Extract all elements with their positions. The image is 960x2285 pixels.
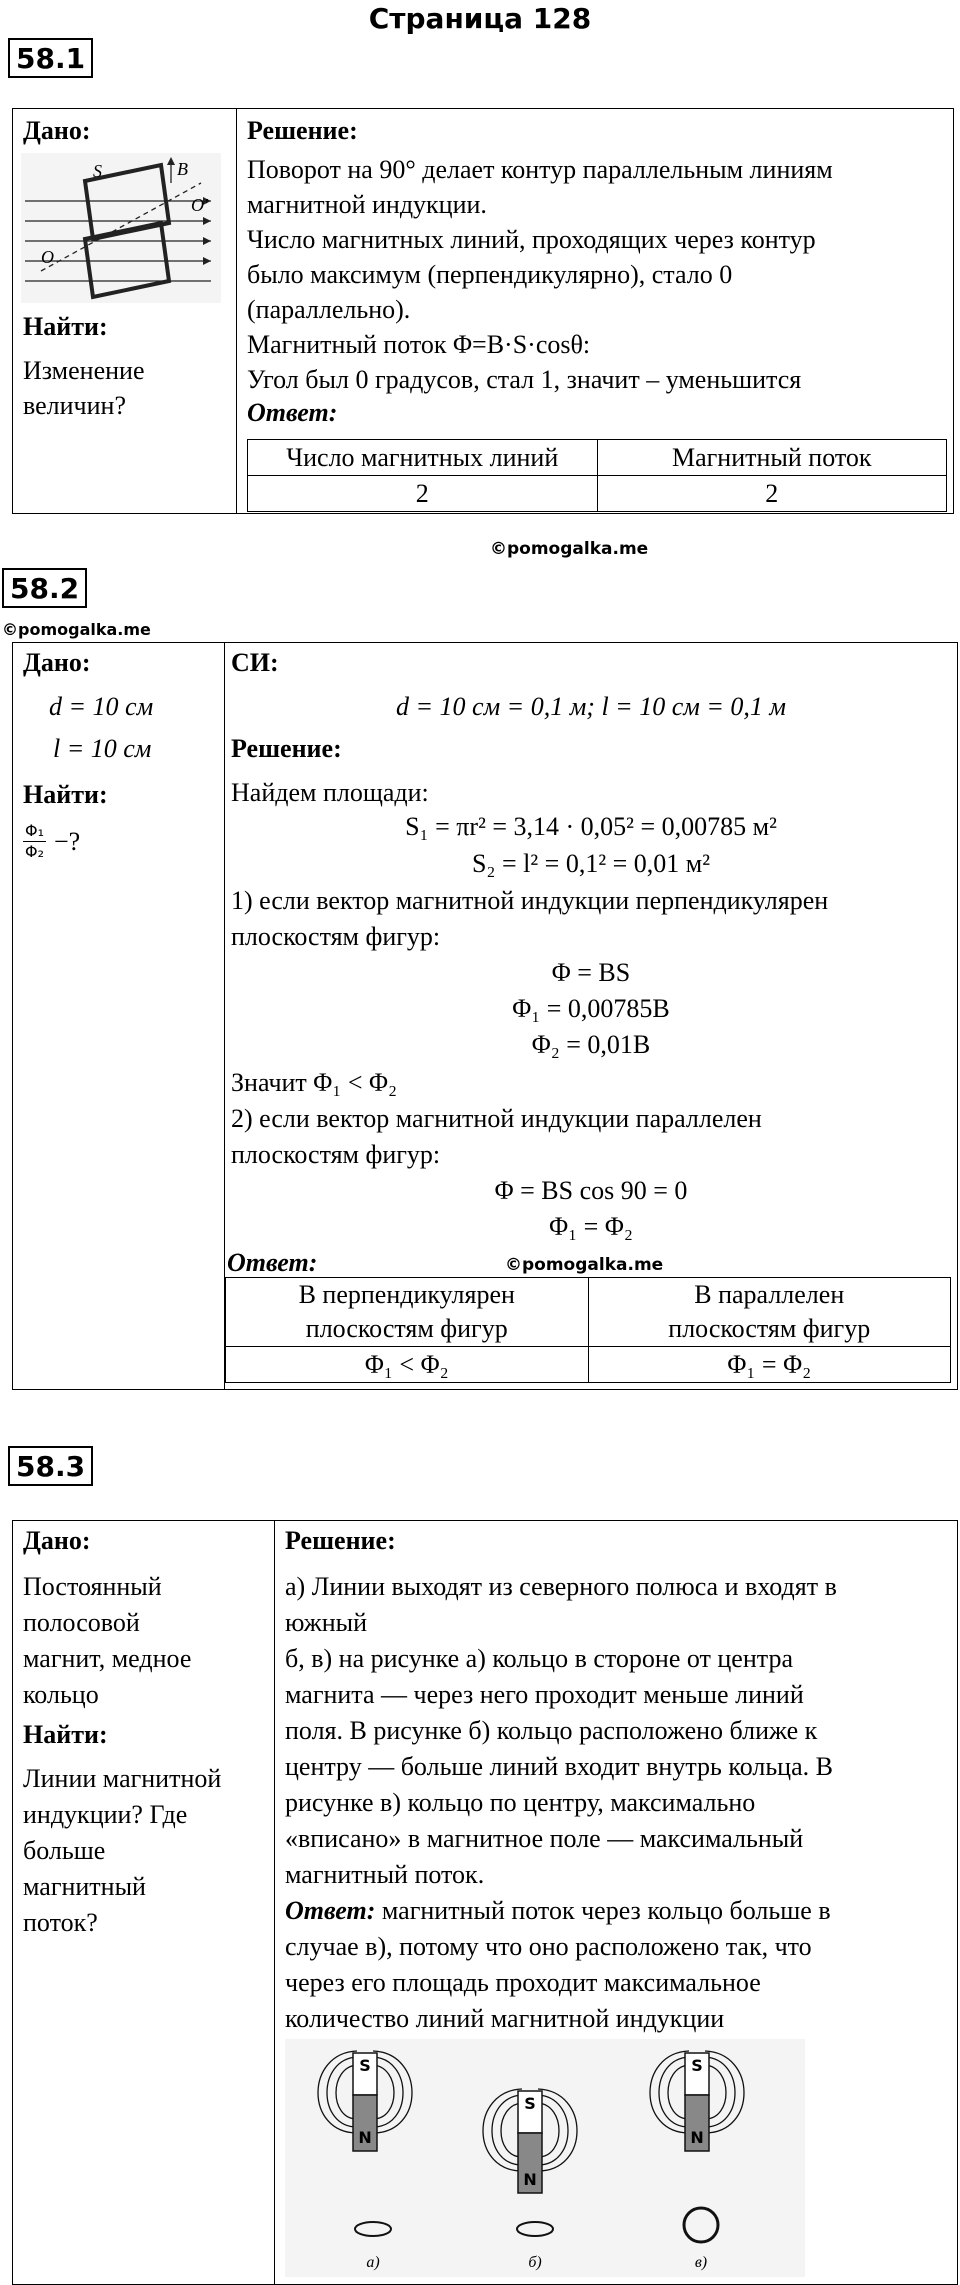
solution-line: магнитной индукции. [247, 190, 487, 219]
answer-table [247, 439, 947, 512]
find-label: Найти: [23, 1720, 108, 1749]
given-column [13, 1521, 275, 2284]
solution-label: Решение: [247, 116, 358, 145]
given-label: Дано: [23, 1526, 91, 1555]
label-b: B [177, 159, 188, 179]
solution-column [225, 643, 957, 1389]
solution-line: 2) если вектор магнитной индукции параллелен [231, 1104, 762, 1133]
answer-value: Φ₁ < Φ₂ [226, 1347, 589, 1383]
answer-header-line: B перпендикулярен [298, 1280, 515, 1309]
find-label: Найти: [23, 780, 108, 809]
answer-header [588, 1278, 951, 1347]
solution-line: 1) если вектор магнитной индукции перпендикулярен [231, 886, 829, 915]
given-label: Дано: [23, 116, 91, 145]
solution-column [237, 109, 953, 513]
watermark: ©pomogalka.me [2, 620, 151, 639]
answer-table [225, 1277, 951, 1383]
solution-column [275, 1521, 957, 2284]
given-line: полосовой [23, 1608, 140, 1637]
answer-label: Ответ: [285, 1896, 376, 1925]
find-line: магнитный [23, 1872, 146, 1901]
given-line: Постоянный [23, 1572, 162, 1601]
solution-line: «вписано» в магнитное поле — максимальный [285, 1824, 804, 1853]
solution-line: Найдем площади: [231, 778, 429, 807]
answer-header: Число магнитных линий [248, 440, 598, 476]
pole-n: N [358, 2128, 372, 2147]
solution-line: плоскостям фигур: [231, 922, 441, 951]
answer-value: Φ₁ = Φ₂ [588, 1347, 951, 1383]
find-text: величин? [23, 391, 126, 420]
fraction-denominator: Φ₂ [25, 842, 45, 861]
formula: Φ₁ = 0,00785B [512, 994, 670, 1023]
si-line: d = 10 см = 0,1 м; l = 10 см = 0,1 м [395, 692, 786, 721]
answer-header: Магнитный поток [597, 440, 947, 476]
solution-line: Поворот на 90° делает контур параллельным линиям [247, 155, 833, 184]
given-l: l = 10 см [53, 734, 152, 763]
solution-line: (параллельно). [247, 295, 411, 324]
solution-line: Число магнитных линий, проходящих через контур [247, 225, 816, 254]
answer-line: случае в), потому что оно расположено так, что [285, 1932, 812, 1961]
answer-label: Ответ: [227, 1248, 318, 1277]
answer-line: количество линий магнитной индукции [285, 2004, 725, 2033]
solution-line: центру — больше линий входит внутрь кольца. В [285, 1752, 833, 1781]
watermark: ©pomogalka.me [505, 1255, 664, 1275]
caption-a: а) [366, 2254, 380, 2271]
si-label: СИ: [231, 648, 279, 677]
answer-header [226, 1278, 589, 1347]
magnets-rings-figure [285, 2039, 805, 2277]
frame-in-field-figure [21, 153, 221, 303]
answer-line: через его площадь проходит максимальное [285, 1968, 761, 1997]
answer-line [285, 1893, 831, 1928]
formula: S₁ = πr² = 3,14 · 0,05² = 0,00785 м² [405, 812, 777, 841]
find-line: Линии магнитной [23, 1764, 222, 1793]
page-title: Страница 128 [368, 2, 592, 35]
given-label: Дано: [23, 648, 91, 677]
solution-line: Угол был 0 градусов, стал 1, значит – уменьшится [247, 365, 802, 394]
watermark: ©pomogalka.me [490, 539, 649, 559]
find-label: Найти: [23, 312, 108, 341]
find-text: Изменение [23, 356, 145, 385]
solution-line: б, в) на рисунке а) кольцо в стороне от центра [285, 1644, 793, 1673]
pole-n: N [690, 2128, 704, 2147]
solution-line: а) Линии выходят из северного полюса и входят в [285, 1572, 837, 1601]
solution-line: южный [285, 1608, 368, 1637]
formula: Φ₁ = Φ₂ [549, 1212, 633, 1241]
label-s: S [93, 161, 102, 181]
answer-text: магнитный поток через кольцо больше в [375, 1896, 831, 1925]
solution-line: Магнитный поток Φ=B·S·cosθ: [247, 330, 591, 359]
problem-58-2-table [12, 642, 958, 1390]
problem-58-3-table [12, 1520, 958, 2285]
problem-number: 58.1 [8, 38, 93, 78]
problem-58-1-table [12, 108, 954, 514]
answer-header-line: плоскостям фигур [668, 1314, 871, 1343]
formula: Φ = BS cos 90 = 0 [494, 1176, 688, 1205]
formula: Φ₂ = 0,01B [531, 1030, 651, 1059]
answer-value: 2 [597, 476, 947, 512]
find-line: поток? [23, 1908, 98, 1937]
pole-s: S [359, 2056, 371, 2075]
solution-line: было максимум (перпендикулярно), стало 0 [247, 260, 733, 289]
find-line: индукции? Где [23, 1800, 188, 1829]
given-column [13, 643, 225, 1389]
formula: Φ = BS [551, 958, 631, 987]
answer-label: Ответ: [247, 398, 338, 427]
solution-line: поля. В рисунке б) кольцо расположено ближе к [285, 1716, 818, 1745]
pole-n: N [523, 2170, 537, 2189]
fraction-numerator: Φ₁ [25, 821, 45, 840]
label-o: O [41, 247, 54, 267]
solution-label: Решение: [285, 1526, 396, 1555]
problem-number: 58.2 [2, 568, 87, 608]
label-o-prime: O' [191, 195, 208, 215]
solution-line: рисунке в) кольцо по центру, максимально [285, 1788, 756, 1817]
caption-c: в) [694, 2254, 708, 2271]
solution-label: Решение: [231, 734, 342, 763]
problem-number: 58.3 [8, 1446, 93, 1486]
answer-header-line: B параллелен [694, 1280, 845, 1309]
pole-s: S [524, 2094, 536, 2113]
given-line: кольцо [23, 1680, 99, 1709]
find-line: больше [23, 1836, 106, 1865]
given-d: d = 10 см [49, 692, 154, 721]
answer-header-line: плоскостям фигур [305, 1314, 508, 1343]
solution-line: магнита — через него проходит меньше линий [285, 1680, 804, 1709]
answer-value: 2 [248, 476, 598, 512]
find-question: −? [54, 827, 81, 856]
pole-s: S [691, 2056, 703, 2075]
solution-line: Значит Φ₁ < Φ₂ [231, 1068, 398, 1097]
given-column [13, 109, 237, 513]
formula: S₂ = l² = 0,1² = 0,01 м² [471, 849, 711, 878]
solution-line: магнитный поток. [285, 1860, 485, 1889]
find-fraction [23, 821, 80, 862]
given-line: магнит, медное [23, 1644, 192, 1673]
caption-b: б) [528, 2254, 542, 2271]
solution-line: плоскостям фигур: [231, 1140, 441, 1169]
